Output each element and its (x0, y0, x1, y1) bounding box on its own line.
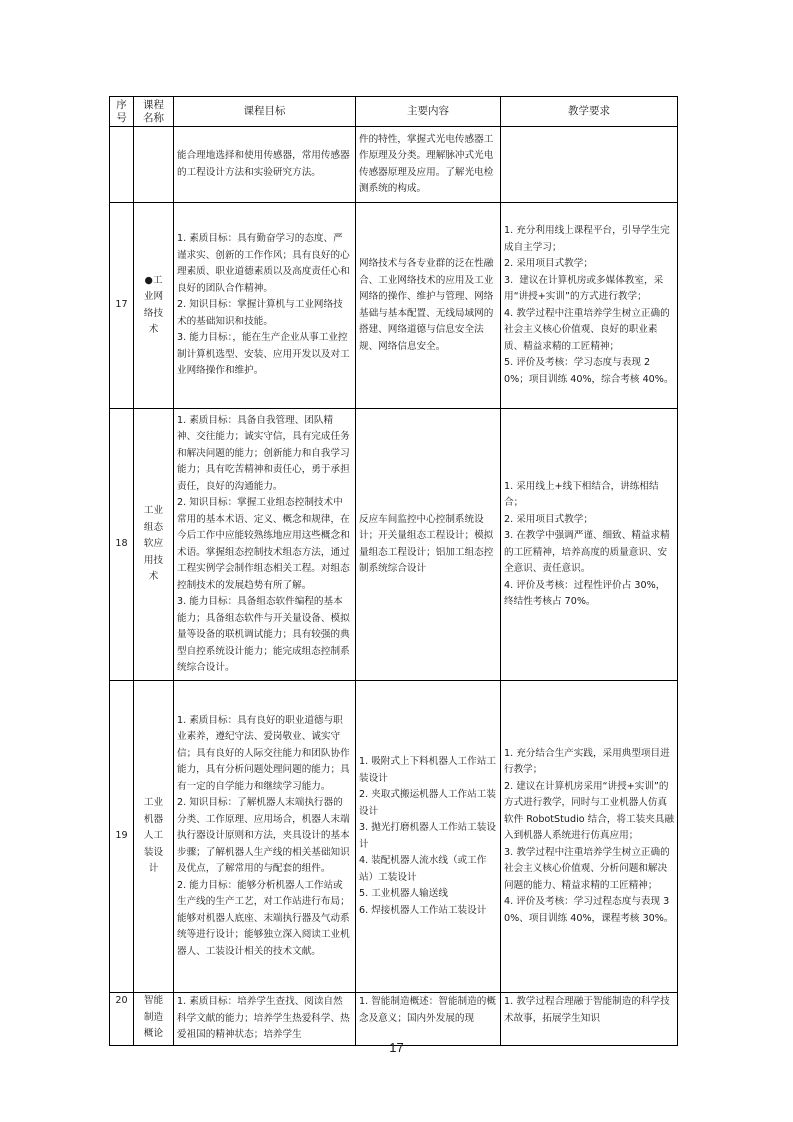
content-line: 1. 吸附式上下料机器人工作站工装设计 (359, 756, 496, 784)
req-line: 3. 在教学中强调严谨、细致、精益求精的工匠精神，培养高度的质量意识、安全意识、责任意识。 (504, 530, 670, 574)
page-number: 17 (389, 1040, 404, 1055)
req-line: 4. 教学过程中注重培养学生树立正确的社会主义核心价值观、良好的职业素质、精益求精的工匠精神； (504, 307, 670, 352)
header-course-goal: 课程目标 (174, 97, 356, 127)
header-teaching-req: 教学要求 (501, 97, 678, 127)
course-goal-cell (174, 681, 356, 993)
table-row (110, 993, 678, 1046)
course-content-cell (356, 409, 501, 681)
goal-line: 2. 知识目标：掌握工业组态控制技术中常用的基本术语、定义、概念和规律，在今后工作中应能较熟练地应用这些概念和术语。掌握组态控制技术组态方法，通过工程实例学会制作组态相关工程。对组态控制技术的发展趋势有所了解。 (177, 497, 350, 591)
header-main-content: 主要内容 (356, 97, 501, 127)
course-goal-cell (174, 203, 356, 409)
course-content-cell (356, 203, 501, 409)
course-name-cell: ●工业网络技术 (134, 203, 174, 409)
goal-line: 1. 素质目标：具有勤奋学习的态度、严谨求实、创新的工作作风；具有良好的心理素质、职业道德素质以及高度责任心和良好的团队合作精神。 (177, 233, 350, 294)
course-content-cell (356, 993, 501, 1046)
goal-line: 2. 知识目标：了解机器人末端执行器的分类、工作原理、应用场合，机器人末端执行器设计原则和方法，夹具设计的基本步骤；了解机器人生产线的相关基础知识及优点，了解常用的与配套的组件。 (177, 797, 350, 875)
content-line: 网络技术与各专业群的泛在性融合、工业网络技术的应用及工业网络的操作、维护与管理、网络基础与基本配置、无线局域网的搭建、网络道德与信息安全法规、网络信息安全。 (359, 258, 494, 352)
req-line: 2. 采用项目式教学； (504, 258, 593, 269)
table-row (110, 127, 678, 203)
goal-line: 1. 素质目标：具有良好的职业道德与职业素养，遵纪守法、爱岗敬业、诚实守信；具有良好的人际交往能力和团队协作能力，具有分析问题处理问题的能力；具有一定的自学能力和继续学习能力。 (177, 714, 350, 792)
course-name-cell: 工业机器人工装设计 (134, 681, 174, 993)
req-line: 3. 教学过程中注重培养学生树立正确的社会主义核心价值观、分析问题和解决问题的能力、精益求精的工匠精神； (504, 846, 670, 891)
table-header-row (110, 97, 678, 127)
course-content-cell (356, 127, 501, 203)
content-line: 1. 智能制造概述：智能制造的概念及意义；国内外发展的现 (359, 996, 496, 1024)
req-line: 4. 评价及考核：过程性评价占 30%，终结性考核占 70%。 (504, 579, 666, 607)
course-req-cell (501, 409, 678, 681)
header-index: 序号 (110, 97, 134, 127)
content-line: 4. 装配机器人流水线（或工作站）工装设计 (359, 855, 487, 883)
req-line: 1. 教学过程合理融于智能制造的科学技术故事，拓展学生知识 (504, 996, 670, 1024)
content-line: 反应车间监控中心控制系统设计；开关量组态工程设计；模拟量组态工程设计；铝加工组态控制系统综合设计 (359, 513, 494, 574)
course-goal-cell (174, 127, 356, 203)
course-goal-cell (174, 993, 356, 1046)
curriculum-table (109, 96, 678, 1046)
table-row (110, 203, 678, 409)
req-line: 4. 评价及考核：学习过程态度与表现 30%、项目训练 40%，课程考核 30%。 (504, 896, 674, 924)
course-name-cell (134, 127, 174, 203)
req-line: 1. 采用线上+线下相结合，讲练相结合； (504, 480, 659, 508)
table-row (110, 681, 678, 993)
goal-line: 2. 能力目标：能够分析机器人工作站或生产线的生产工艺，对工作站进行布局；能够对机器人底座、末端执行器及气动系统等进行设计；能够独立深入阅读工业机器人、工装设计相关的技术文献。 (177, 879, 350, 957)
course-req-cell (501, 993, 678, 1046)
course-content-cell (356, 681, 501, 993)
goal-line: 能合理地选择和使用传感器，常用传感器的工程设计方法和实验研究方法。 (177, 150, 350, 178)
header-course-name: 课程名称 (134, 97, 174, 127)
row-index-cell: 18 (110, 409, 134, 681)
course-req-cell (501, 681, 678, 993)
row-index-cell: 19 (110, 681, 134, 993)
content-line: 6. 焊接机器人工作站工装设计 (359, 904, 487, 916)
req-line: 2. 采用项目式教学； (504, 513, 593, 525)
course-req-cell (501, 203, 678, 409)
course-goal-cell (174, 409, 356, 681)
content-line: 5. 工业机器人输送线 (359, 888, 448, 899)
req-line: 3. 建议在计算机房或多媒体教室，采用“讲授+实训”的方式进行教学； (504, 274, 664, 302)
row-index-cell (110, 127, 134, 203)
content-line: 2. 夹取式搬运机器人工作站工装设计 (359, 789, 496, 817)
req-line: 1. 充分利用线上课程平台，引导学生完成自主学习； (504, 225, 670, 253)
goal-line: 1. 素质目标：培养学生查找、阅读自然科学文献的能力；培养学生热爱科学、热爱祖国的精神状态；培养学生 (177, 996, 350, 1040)
goal-line: 3. 能力目标：，能在生产企业从事工业控制计算机选型、安装、应用开发以及对工业网络操作和维护。 (177, 332, 350, 377)
course-name-cell: 工业组态软应用技术 (134, 409, 174, 681)
goal-line: 2. 知识目标：掌握计算机与工业网络技术的基础知识和技能。 (177, 299, 343, 327)
req-line: 1. 充分结合生产实践，采用典型项目进行教学； (504, 747, 670, 776)
course-req-cell (501, 127, 678, 203)
content-line: 件的特性，掌握式光电传感器工作原理及分类。理解脉冲式光电传感器原理及应用。了解光电检测系统的构成。 (359, 133, 494, 194)
table-row (110, 409, 678, 681)
req-line: 5. 评价及考核：学习态度与表现 20%；项目训练 40%，综合考核 40%。 (504, 357, 674, 385)
row-index-cell: 17 (110, 203, 134, 409)
goal-line: 3. 能力目标：具备组态软件编程的基本能力；具备组态软件与开关量设备、模拟量等设备的联机调试能力；具有较强的典型自控系统设计能力；能完成组态控制系统综合设计。 (177, 596, 350, 673)
goal-line: 1. 素质目标：具备自我管理、团队精神、交往能力；诚实守信，具有完成任务和解决问题的能力；创新能力和自我学习能力；具有吃苦精神和责任心，勇于承担责任，良好的沟通能力。 (177, 414, 350, 492)
row-index-cell: 20 (110, 993, 134, 1046)
content-line: 3. 抛光打磨机器人工作站工装设计 (359, 822, 496, 850)
course-name-cell: 智能制造概论 (134, 993, 174, 1046)
req-line: 2. 建议在计算机房采用“讲授+实训”的方式进行教学，同时与工业机器人仿真软件 RobotStudio 结合，将工装夹具融入到机器人系统进行仿真应用； (504, 780, 675, 842)
